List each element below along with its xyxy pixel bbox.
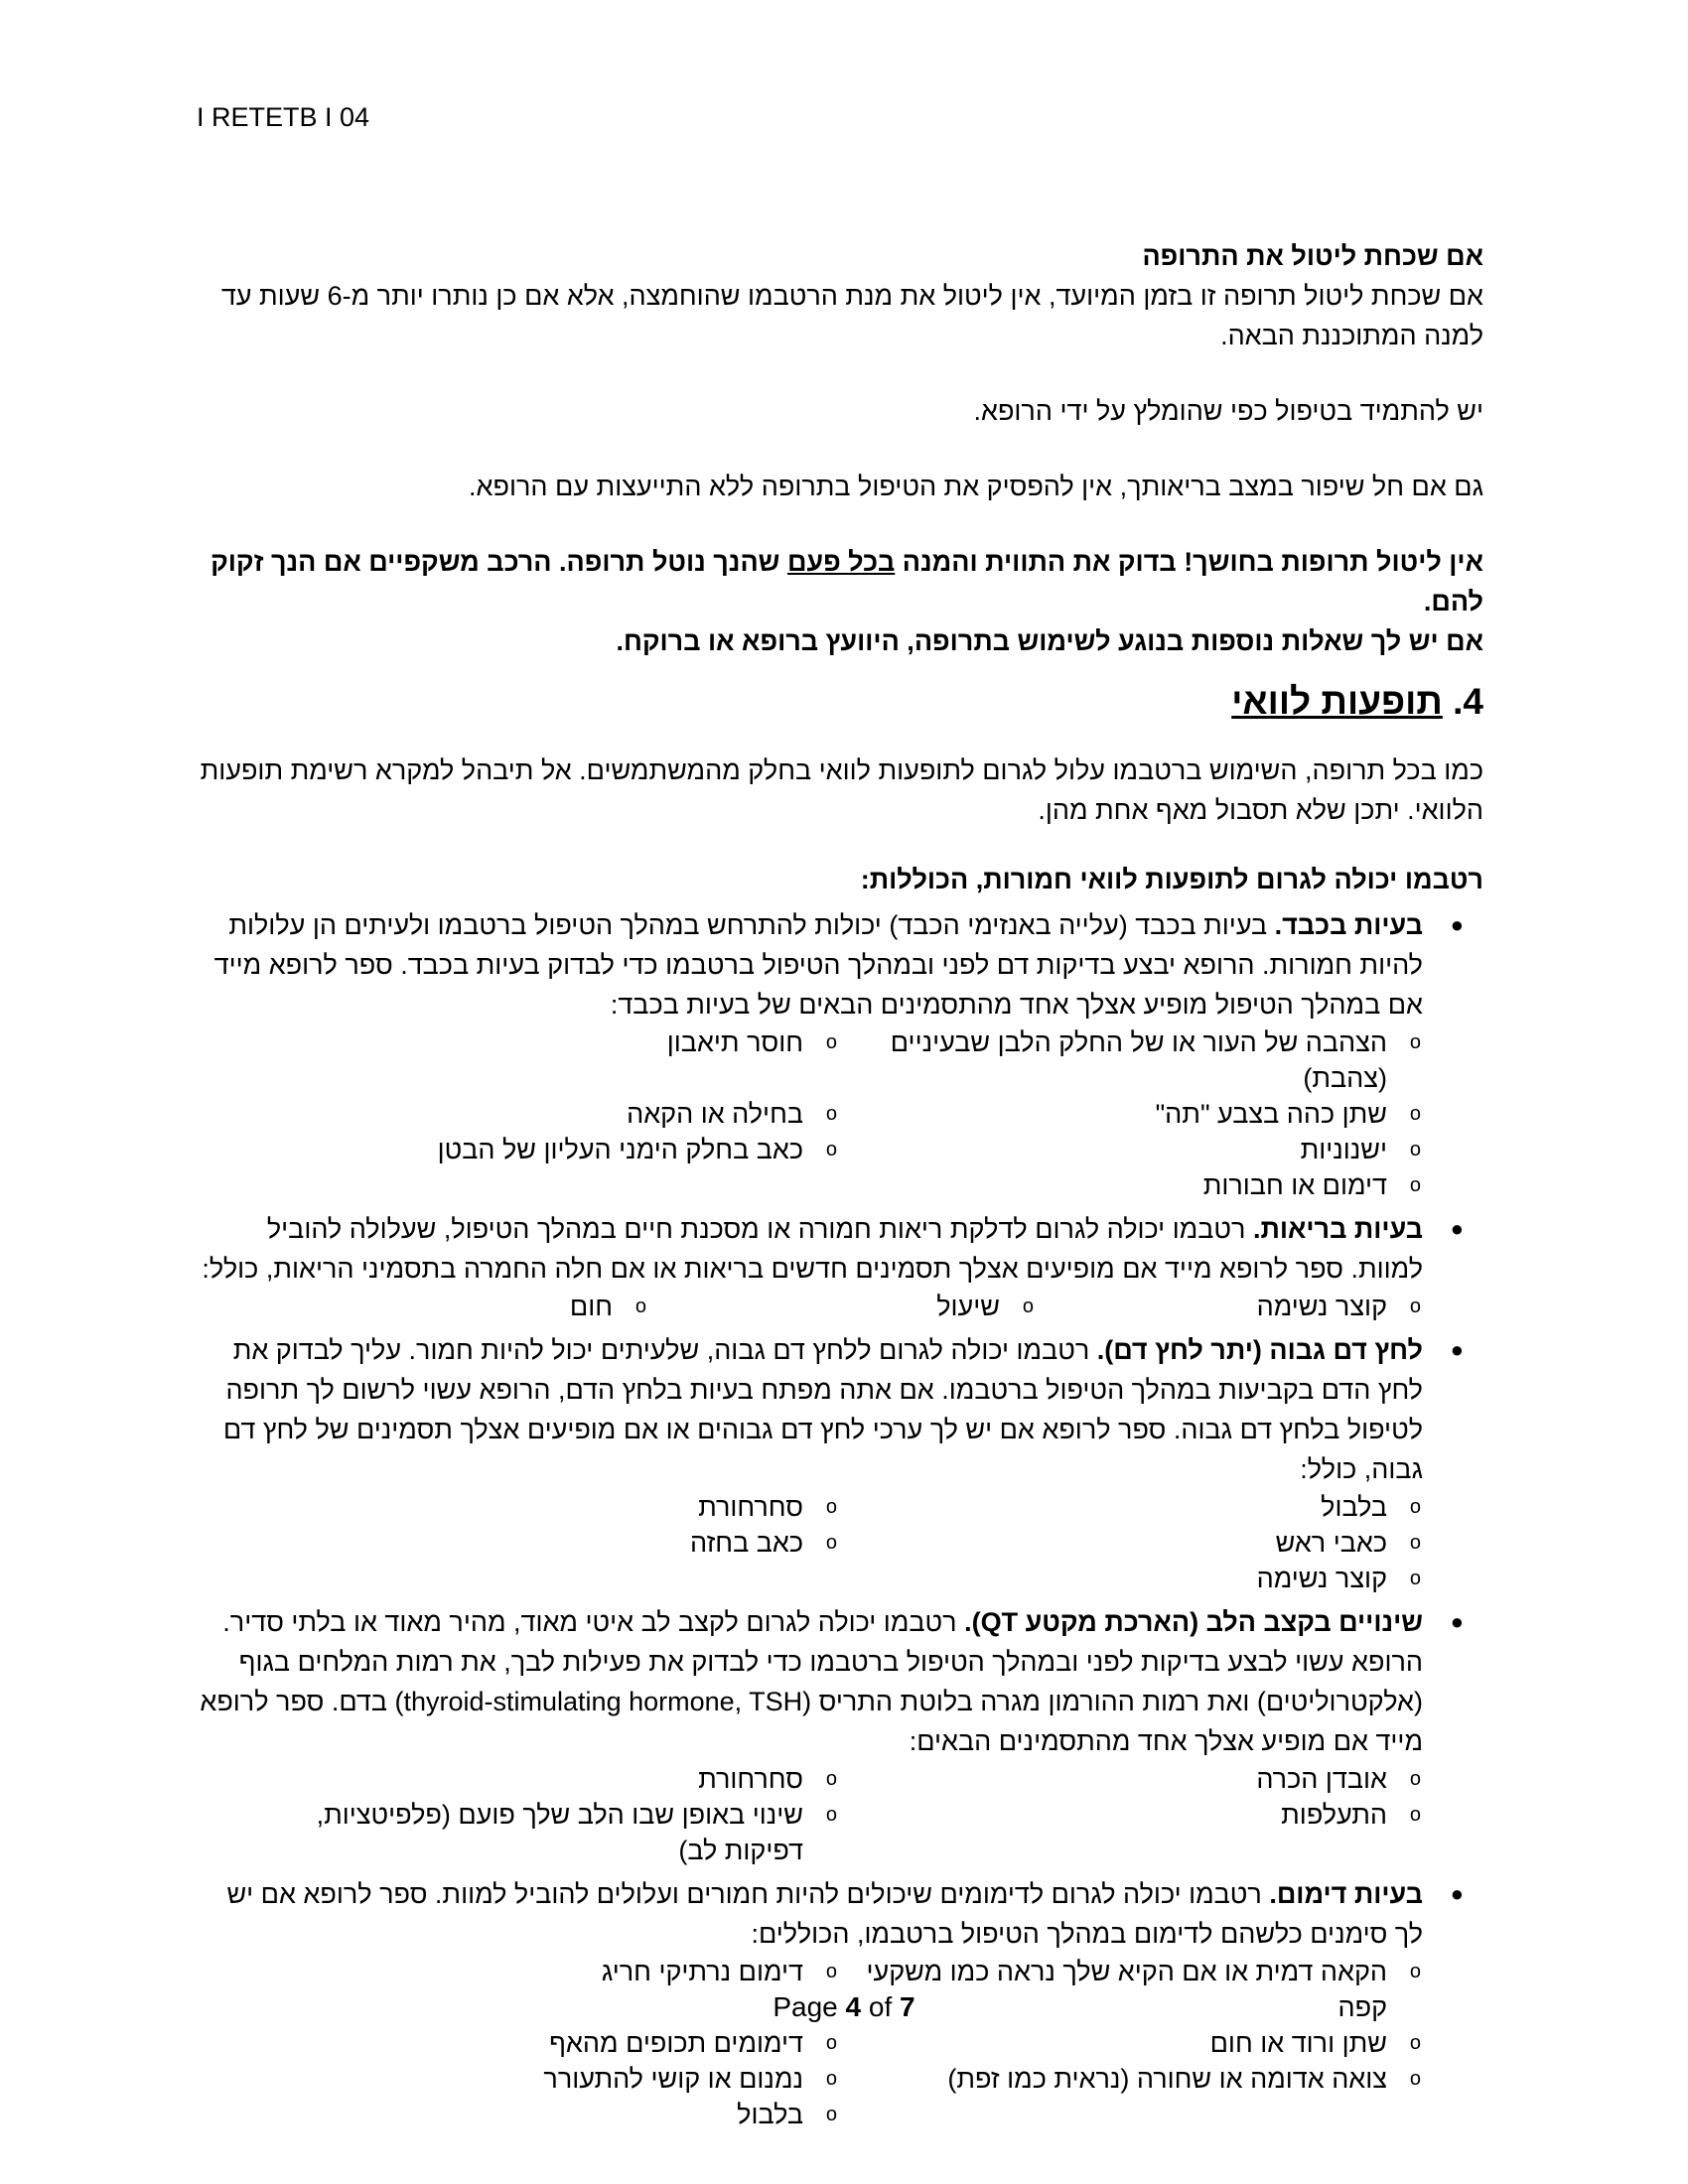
bullet-icon: ● xyxy=(1450,1216,1464,1241)
symptom-item xyxy=(839,2025,1423,2061)
dark-warning-text-b: שהנך נוטל תרופה. הרכב משקפיים אם הנך זקוק להם. xyxy=(211,547,1483,616)
liver-body: בעיות בכבד (עלייה באנזימי הכבד) יכולות להתרחש במהלך הטיפול ברטבמו ולעיתים הן עלולות להיות חמורות. הרופא יבצע בדיקות דם לפני ובמהלך הטיפול ברטבמו כדי לבדוק בעיות בכבד. ספר לרופא מייד אם במהלך הטיפול מופיע אצלך אחד מהתסמינים הבאים של בעיות בכבד: xyxy=(213,910,1423,1020)
circle-bullet-icon: o xyxy=(1409,1139,1421,1160)
circle-bullet-icon: o xyxy=(1409,1296,1421,1317)
liver-symptoms xyxy=(197,1024,1423,1203)
symptom-text: שינוי באופן שבו הלב שלך פועם (פלפיטציות, דפיקות לב) xyxy=(316,1800,803,1865)
circle-bullet-icon: o xyxy=(1409,1568,1421,1589)
symptom-item xyxy=(1036,1289,1423,1324)
symptom-item xyxy=(839,1489,1423,1525)
serious-side-effects-list xyxy=(197,905,1483,2132)
symptom-item xyxy=(255,1797,839,1868)
symptom-text: חום xyxy=(569,1292,613,1321)
qt-text xyxy=(197,1602,1423,1761)
symptom-text: אובדן הכרה xyxy=(1256,1764,1387,1794)
bleeding-text xyxy=(197,1874,1423,1954)
bp-title: לחץ דם גבוה (יתר לחץ דם). xyxy=(1096,1335,1423,1365)
symptom-text: נמנום או קושי להתעורר xyxy=(543,2064,803,2094)
symptom-text: בלבול xyxy=(1321,1492,1387,1522)
missed-dose-heading: אם שכחת ליטול את התרופה xyxy=(1142,241,1483,271)
circle-bullet-icon: o xyxy=(825,1532,837,1554)
section-title-text: תופעות לוואי xyxy=(1231,681,1443,722)
circle-bullet-icon: o xyxy=(825,1768,837,1790)
circle-bullet-icon: o xyxy=(1409,1103,1421,1125)
side-effects-intro: כמו בכל תרופה, השימוש ברטבמו עלול לגרום לתופעות לוואי בחלק מהמשתמשים. אל תיבהל למקרא רשימת תופעות הלוואי. יתכן שלא תסבול מאף אחת מהן. xyxy=(200,755,1483,825)
bp-text xyxy=(197,1330,1423,1489)
symptom-text: חוסר תיאבון xyxy=(666,1027,803,1057)
symptom-item xyxy=(255,1761,839,1797)
list-item-lung xyxy=(197,1209,1483,1324)
symptom-text: קוצר נשימה xyxy=(1256,1564,1387,1593)
bullet-icon: ● xyxy=(1450,1609,1464,1634)
document-code: I RETETB I 04 xyxy=(197,102,370,132)
symptom-item xyxy=(255,2097,839,2132)
qt-title: שינויים בקצב הלב (הארכת מקטע QT). xyxy=(964,1607,1423,1637)
symptom-text: התעלפות xyxy=(1281,1800,1387,1830)
symptom-item xyxy=(839,1096,1423,1132)
bleeding-body: רטבמו יכולה לגרום לדימומים שיכולים להיות חמורים ועלולים להוביל למוות. ספר לרופא אם יש לך סימנים כלשהם לדימום במהלך הטיפול ברטבמו, הכוללים: xyxy=(226,1879,1423,1949)
page-footer xyxy=(0,1991,1688,2023)
circle-bullet-icon: o xyxy=(1409,1174,1421,1196)
symptom-text: כאבי ראש xyxy=(1275,1528,1387,1558)
lung-title: בעיות בריאות. xyxy=(1252,1214,1423,1244)
symptom-item xyxy=(839,1797,1423,1868)
symptom-text: הצהבה של העור או של החלק הלבן שבעיניים (צהבת) xyxy=(890,1027,1387,1093)
circle-bullet-icon: o xyxy=(1022,1296,1034,1317)
symptom-text: שיעול xyxy=(936,1292,1000,1321)
qt-symptoms xyxy=(197,1761,1423,1868)
bullet-icon: ● xyxy=(1450,1881,1464,1906)
circle-bullet-icon: o xyxy=(1409,2068,1421,2090)
circle-bullet-icon: o xyxy=(1409,2032,1421,2054)
symptom-item xyxy=(839,1132,1423,1167)
page-content xyxy=(197,236,1483,2138)
bleeding-symptoms xyxy=(197,1954,1423,2132)
qt-body: רטבמו יכולה לגרום לקצב לב איטי מאוד, מהיר מאוד או בלתי סדיר. הרופא עשוי לבצע בדיקות לפני ובמהלך הטיפול ברטבמו כדי לבדוק את פעילות לבך, את רמות המלחים בגוף (אלקטרוליטים) ואת רמות ההורמון מגרה בלוטת התריס (thyroid-stimulating hormone, TSH) בדם. ספר לרופא מייד אם מופיע אצלך אחד מהתסמינים הבאים: xyxy=(200,1607,1423,1756)
do-not-stop-paragraph: גם אם חל שיפור במצב בריאותך, אין להפסיק את הטיפול בתרופה ללא התייעצות עם הרופא. xyxy=(469,472,1483,501)
bp-body: רטבמו יכולה לגרום ללחץ דם גבוה, שלעיתים יכול להיות חמור. עליך לבדוק את לחץ הדם בקביעות במהלך הטיפול ברטבמו. אם אתה מפתח בעיות בלחץ הדם, הרופא עשוי לרשום לך תרופה לטיפול בלחץ דם גבוה. ספר לרופא אם יש לך ערכי לחץ דם גבוהים או אם מופיעים אצלך תסמינים של לחץ דם גבוה, כולל: xyxy=(222,1335,1423,1484)
bp-symptoms xyxy=(197,1489,1423,1596)
symptom-text: כאב בחלק הימני העליון של הבטן xyxy=(437,1135,803,1164)
liver-text xyxy=(197,905,1423,1024)
symptom-text: סחרחורת xyxy=(698,1492,803,1522)
symptom-item xyxy=(261,1289,648,1324)
liver-title: בעיות בכבד. xyxy=(1274,910,1423,940)
circle-bullet-icon: o xyxy=(825,2068,837,2090)
section-4-title xyxy=(197,677,1483,727)
missed-dose-paragraph: אם שכחת ליטול תרופה זו בזמן המיועד, אין ליטול את מנת הרטבמו שהוחמצה, אלא אם כן נותרו יותר מ-6 שעות עד למנה המתוכננת הבאה. xyxy=(220,281,1483,350)
footer-page-number: 4 xyxy=(845,1991,862,2022)
footer-of-word: of xyxy=(868,1991,893,2022)
list-item-liver xyxy=(197,905,1483,1203)
lung-symptoms xyxy=(197,1289,1423,1324)
symptom-item xyxy=(255,2061,839,2097)
footer-page-word: Page xyxy=(773,1991,838,2022)
symptom-text: דימום או חבורות xyxy=(1202,1170,1387,1200)
serious-side-effects-heading: רטבמו יכולה לגרום לתופעות לוואי חמורות, הכוללות: xyxy=(860,865,1483,894)
symptom-item-empty xyxy=(839,2097,1423,2132)
symptom-item xyxy=(255,1489,839,1525)
symptom-text: בחילה או הקאה xyxy=(627,1099,803,1129)
lung-body: רטבמו יכולה לגרום לדלקת ריאות חמורה או מסכנת חיים במהלך הטיפול, שעלולה להוביל למוות. ספר לרופא מייד אם מופיעים אצלך תסמינים חדשים בריאות או אם חלה החמרה בתסמיני הריאות, כולל: xyxy=(202,1214,1423,1284)
circle-bullet-icon: o xyxy=(825,1804,837,1826)
list-item-heart-rhythm xyxy=(197,1602,1483,1868)
footer-page-total: 7 xyxy=(900,1991,915,2022)
symptom-text: קוצר נשימה xyxy=(1256,1292,1387,1321)
circle-bullet-icon: o xyxy=(634,1296,646,1317)
questions-warning: אם יש לך שאלות נוספות בנוגע לשימוש בתרופה, היוועץ ברופא או ברוקח. xyxy=(616,626,1483,656)
symptom-item xyxy=(255,1024,839,1096)
lung-text xyxy=(197,1209,1423,1289)
symptom-text: צואה אדומה או שחורה (נראית כמו זפת) xyxy=(947,2064,1387,2094)
circle-bullet-icon: o xyxy=(825,2032,837,2054)
bullet-icon: ● xyxy=(1450,1337,1464,1362)
symptom-item xyxy=(255,2025,839,2061)
symptom-text: הקאה דמית או אם הקיא שלך נראה כמו משקעי קפה xyxy=(866,1957,1387,2022)
bleeding-title: בעיות דימום. xyxy=(1269,1879,1423,1909)
section-number: 4. xyxy=(1442,681,1483,722)
circle-bullet-icon: o xyxy=(825,2104,837,2125)
symptom-text: כאב בחזה xyxy=(690,1528,803,1558)
symptom-item xyxy=(839,1024,1423,1096)
dark-warning xyxy=(197,542,1483,621)
dark-warning-text-a: אין ליטול תרופות בחושך! בדוק את התווית והמנה xyxy=(895,547,1483,577)
symptom-text: סחרחורת xyxy=(698,1764,803,1794)
circle-bullet-icon: o xyxy=(1409,1532,1421,1554)
symptom-item xyxy=(839,2061,1423,2097)
dark-warning-underlined: בכל פעם xyxy=(786,547,896,577)
continue-treatment-paragraph: יש להתמיד בטיפול כפי שהומלץ על ידי הרופא. xyxy=(973,396,1483,426)
circle-bullet-icon: o xyxy=(825,1031,837,1053)
symptom-item xyxy=(839,1525,1423,1561)
circle-bullet-icon: o xyxy=(1409,1768,1421,1790)
symptom-item xyxy=(255,1096,839,1132)
circle-bullet-icon: o xyxy=(1409,1031,1421,1053)
symptom-item xyxy=(839,1561,1423,1596)
circle-bullet-icon: o xyxy=(1409,1804,1421,1826)
symptom-text: שתן ורוד או חום xyxy=(1209,2028,1387,2058)
symptom-item xyxy=(839,1167,1423,1203)
symptom-text: דימומים תכופים מהאף xyxy=(549,2028,803,2058)
circle-bullet-icon: o xyxy=(1409,1961,1421,1982)
list-item-blood-pressure xyxy=(197,1330,1483,1596)
symptom-item xyxy=(255,1525,839,1561)
symptom-item xyxy=(839,1761,1423,1797)
symptom-text: שתן כהה בצבע "תה" xyxy=(1155,1099,1387,1129)
symptom-item xyxy=(648,1289,1036,1324)
symptom-text: בלבול xyxy=(737,2100,803,2129)
bullet-icon: ● xyxy=(1450,912,1464,937)
symptom-text: ישנוניות xyxy=(1300,1135,1387,1164)
symptom-item xyxy=(255,1132,839,1167)
circle-bullet-icon: o xyxy=(825,1139,837,1160)
circle-bullet-icon: o xyxy=(1409,1496,1421,1518)
symptom-text: דימום נרתיקי חריג xyxy=(601,1957,803,1986)
circle-bullet-icon: o xyxy=(825,1103,837,1125)
circle-bullet-icon: o xyxy=(825,1496,837,1518)
circle-bullet-icon: o xyxy=(825,1961,837,1982)
